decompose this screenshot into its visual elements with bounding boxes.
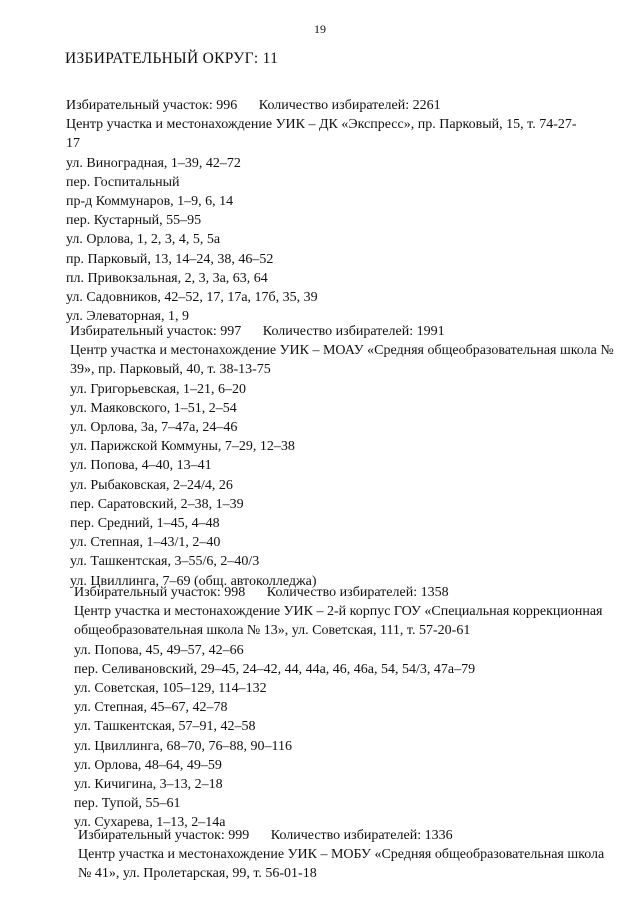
- street-line: ул. Ташкентская, 3–55/6, 2–40/3: [70, 554, 260, 570]
- precinct-number: Избирательный участок: 997: [70, 324, 242, 339]
- street-line: пер. Средний, 1–45, 4–48: [70, 516, 220, 532]
- precinct-number: Избирательный участок: 998: [74, 585, 246, 600]
- precinct-header: [66, 96, 586, 115]
- street-line: ул. Степная, 45–67, 42–78: [74, 700, 228, 716]
- precinct-section-996: [66, 96, 586, 326]
- voter-count: Количество избирателей: 1358: [266, 585, 449, 600]
- street-line: ул. Советская, 105–129, 114–132: [74, 681, 267, 697]
- street-line: ул. Попова, 4–40, 13–41: [70, 458, 212, 474]
- street-line: ул. Сухарева, 1–13, 2–14а: [74, 815, 226, 831]
- street-line: ул. Рыбаковская, 2–24/4, 26: [70, 477, 233, 493]
- polling-center: Центр участка и местонахождение УИК – 2-й корпус ГОУ «Специальная коррекционная общеобразовательная школа № 13», ул. Советская, 111, т. 57-20-61: [74, 604, 603, 639]
- street-line: пл. Привокзальная, 2, 3, 3а, 63, 64: [66, 270, 268, 286]
- street-line: ул. Цвиллинга, 7–69 (общ. автоколледжа): [70, 573, 317, 589]
- polling-center: Центр участка и местонахождение УИК – МОБУ «Средняя общеобразовательная школа № 41», ул. Пролетарская, 99, т. 56-01-18: [78, 847, 605, 882]
- street-line: ул. Садовников, 42–52, 17, 17а, 17б, 35, 39: [66, 290, 318, 306]
- polling-center: Центр участка и местонахождение УИК – МОАУ «Средняя общеобразовательная школа № 39», пр. Парковый, 40, т. 38-13-75: [70, 343, 614, 378]
- street-line: ул. Маяковского, 1–51, 2–54: [70, 400, 237, 416]
- street-line: ул. Орлова, 48–64, 49–59: [74, 757, 222, 773]
- precinct-header: [74, 583, 619, 602]
- street-line: пр. Парковый, 13, 14–24, 38, 46–52: [66, 251, 274, 267]
- street-line: ул. Цвиллинга, 68–70, 76–88, 90–116: [74, 738, 292, 754]
- street-line: ул. Виноградная, 1–39, 42–72: [66, 155, 241, 171]
- voter-count: Количество избирателей: 1336: [270, 828, 453, 843]
- street-line: ул. Степная, 1–43/1, 2–40: [70, 535, 221, 551]
- street-line: пер. Тупой, 55–61: [74, 796, 181, 812]
- street-line: ул. Парижской Коммуны, 7–29, 12–38: [70, 439, 295, 455]
- street-line: пер. Селивановский, 29–45, 24–42, 44, 44а, 46, 46а, 54, 54/3, 47а–79: [74, 661, 476, 677]
- precinct-number: Избирательный участок: 996: [66, 98, 238, 113]
- street-line: ул. Григорьевская, 1–21, 6–20: [70, 381, 247, 397]
- page-number: 19: [314, 22, 326, 36]
- street-line: ул. Ташкентская, 57–91, 42–58: [74, 719, 256, 735]
- street-line: ул. Орлова, 3а, 7–47а, 24–46: [70, 420, 238, 436]
- street-line: пер. Кустарный, 55–95: [66, 213, 202, 229]
- precinct-number: Избирательный участок: 999: [78, 828, 250, 843]
- district-title: ИЗБИРАТЕЛЬНЫЙ ОКРУГ: 11: [65, 50, 279, 67]
- street-line: ул. Попова, 45, 49–57, 42–66: [74, 642, 244, 658]
- street-line: пер. Госпитальный: [66, 174, 180, 190]
- voter-count: Количество избирателей: 2261: [258, 98, 441, 113]
- voter-count: Количество избирателей: 1991: [262, 324, 445, 339]
- street-line: пр-д Коммунаров, 1–9, 6, 14: [66, 194, 234, 210]
- polling-center: Центр участка и местонахождение УИК – ДК «Экспресс», пр. Парковый, 15, т. 74-27-17: [66, 117, 577, 152]
- street-line: ул. Элеваторная, 1, 9: [66, 309, 189, 325]
- precinct-section-999: [78, 826, 618, 884]
- precinct-section-997: [70, 322, 615, 591]
- street-line: ул. Кичигина, 3–13, 2–18: [74, 777, 223, 793]
- precinct-header: [70, 322, 615, 341]
- precinct-section-998: [74, 583, 619, 833]
- street-line: ул. Орлова, 1, 2, 3, 4, 5, 5а: [66, 232, 221, 248]
- street-line: пер. Саратовский, 2–38, 1–39: [70, 496, 244, 512]
- precinct-header: [78, 826, 618, 845]
